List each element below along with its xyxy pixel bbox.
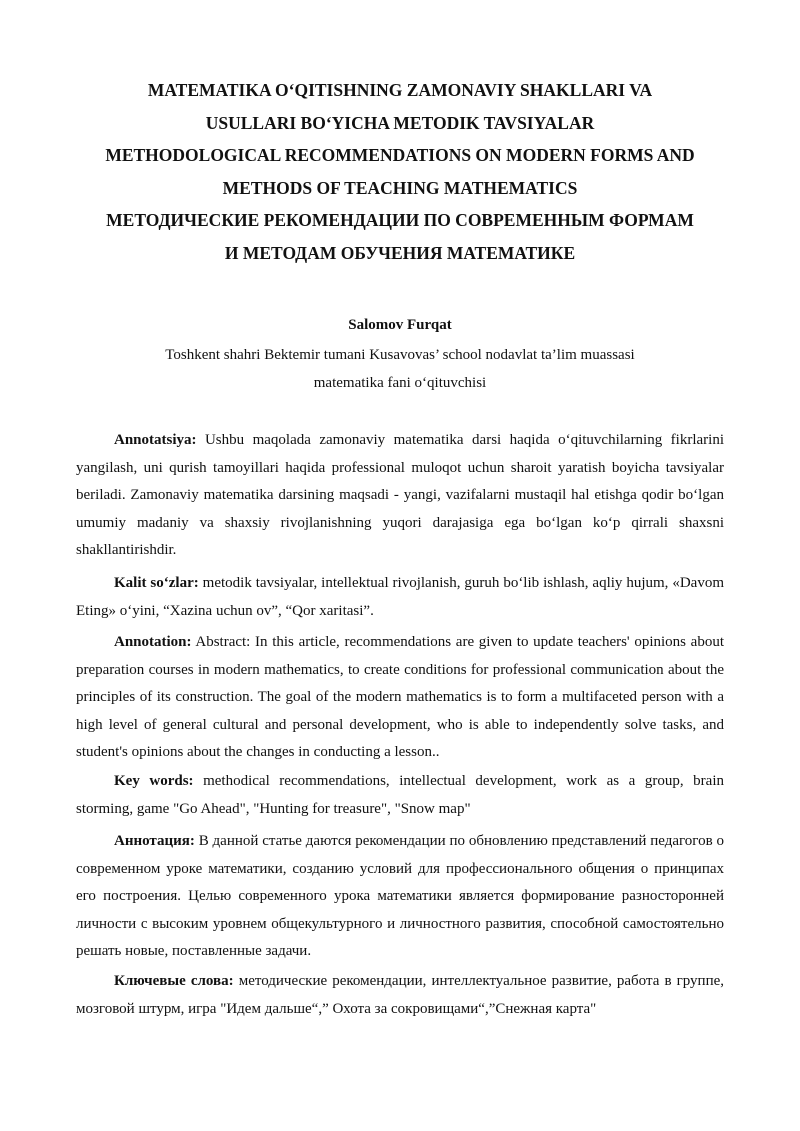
title-line-en-2: METHODS OF TEACHING MATHEMATICS <box>222 177 578 198</box>
keywords-en <box>76 768 724 823</box>
title-line-ru-1: МЕТОДИЧЕСКИЕ РЕКОМЕНДАЦИИ ПО СОВРЕМЕННЫМ ФОРМАМ <box>106 210 694 230</box>
keywords-ru-text: методические рекомендации, интеллектуальное развитие, работа в группе, мозговой штурм, игра "Идем дальше“,” Охота за сокровищами“,”Снежная карта" <box>76 973 725 1017</box>
keywords-ru <box>76 968 724 1023</box>
abstract-ru-label: Аннотация: <box>114 833 195 849</box>
article-title <box>60 74 740 269</box>
author-affiliation <box>0 341 800 397</box>
title-line-en-1: METHODOLOGICAL RECOMMENDATIONS ON MODERN FORMS AND <box>105 145 695 165</box>
abstract-ru-text: В данной статье даются рекомендации по обновлению представлений педагогов о современном уроке математики, созданию условий для профессионального общения о принципах его построения. Целью современного урока математики является формирование разносторонней личности с высоким уровнем общекультурного и личностного развития, способной самостоятельно решать новые, поставленные задачи. <box>76 833 724 959</box>
abstract-ru <box>76 828 724 966</box>
abstract-uz-label: Annotatsiya: <box>114 432 197 448</box>
title-line-uz-1: MATEMATIKA O‘QITISHNING ZAMONAVIY SHAKLLARI VA <box>147 80 653 100</box>
abstract-en-label: Annotation: <box>114 634 192 650</box>
keywords-ru-label: Ключевые слова: <box>114 973 234 989</box>
abstract-en-text: Abstract: In this article, recommendations are given to update teachers' opinions about preparation courses in modern mathematics, to create conditions for professional communication about the principles of its construction. The goal of the modern mathematics is to form a multifaceted person with a high level of general cultural and personal development, who is able to independently solve tasks, and student's opinions about the changes in conducting a lesson.. <box>76 634 724 760</box>
title-line-ru-2: И МЕТОДАМ ОБУЧЕНИЯ МАТЕМАТИКЕ <box>224 242 576 263</box>
keywords-uz-label: Kalit so‘zlar: <box>114 575 199 591</box>
keywords-en-label: Key words: <box>114 773 194 789</box>
affiliation-line-1: Toshkent shahri Bektemir tumani Kusavovas’ school nodavlat ta’lim muassasi <box>165 347 635 363</box>
abstract-uz-text: Ushbu maqolada zamonaviy matematika darsi haqida o‘qituvchilarning fikrlarini yangilash, uni qurish tamoyillari haqida professional muloqot uchun sharoit yaratish boyicha tavsiyalar beriladi. Zamonaviy matematika darsining maqsadi - yangi, vazifalarni mustaqil hal etishga qodir bo‘lgan umumiy madaniy va shaxsiy rivojlanishning yuqori darajasiga ega bo‘lgan ko‘p qirrali shaxsni shakllantirishdir. <box>76 432 724 558</box>
keywords-uz-text: metodik tavsiyalar, intellektual rivojlanish, guruh bo‘lib ishlash, aqliy hujum, «Davom Eting» o‘yini, “Xazina uchun ov”, “Qor xaritasi”. <box>76 575 725 619</box>
title-line-uz-2: USULLARI BO‘YICHA METODIK TAVSIYALAR <box>205 112 595 133</box>
abstract-uz <box>76 427 724 565</box>
author-name: Salomov Furqat <box>348 317 452 333</box>
keywords-en-text: methodical recommendations, intellectual development, work as a group, brain storming, game "Go Ahead", "Hunting for treasure", "Snow map" <box>76 773 724 817</box>
affiliation-line-2: matematika fani o‘qituvchisi <box>313 375 487 391</box>
keywords-uz <box>76 570 724 625</box>
abstract-en <box>76 629 724 767</box>
